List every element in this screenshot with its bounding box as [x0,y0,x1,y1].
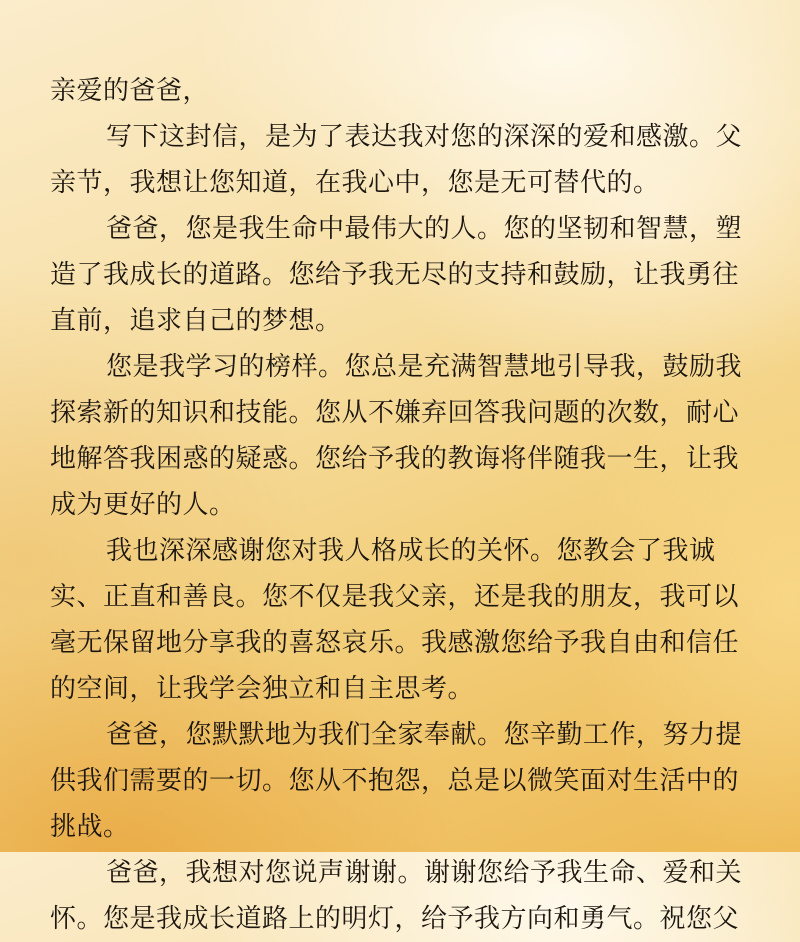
paragraph-6 [50,850,750,942]
paragraph-line: 毫无保留地分享我的喜怒哀乐。我感激您给予我自由和信任 [50,628,740,658]
paragraph-line: 的空间，让我学会独立和自主思考。 [50,674,475,704]
paragraph-line: 供我们需要的一切。您从不抱怨，总是以微笑面对生活中的 [50,766,740,796]
paragraph-line: 成为更好的人。 [50,490,236,520]
paragraph-line: 直前，追求自己的梦想。 [50,306,342,336]
paragraph-1 [50,114,750,206]
letter-body [50,68,750,942]
paragraph-line: 亲节，我想让您知道，在我心中，您是无可替代的。 [50,168,660,198]
paragraph-line: 您是我学习的榜样。您总是充满智慧地引导我，鼓励我 [106,352,743,382]
paragraph-line: 探索新的知识和技能。您从不嫌弃回答我问题的次数，耐心 [50,398,740,428]
letter-greeting: 亲爱的爸爸， [50,76,210,106]
paragraph-line: 爸爸，您是我生命中最伟大的人。您的坚韧和智慧，塑 [106,214,743,244]
paragraph-line: 造了我成长的道路。您给予我无尽的支持和鼓励，让我勇往 [50,260,740,290]
paragraph-line: 地解答我困惑的疑惑。您给予我的教诲将伴随我一生，让我 [50,444,740,474]
paragraph-line: 爸爸，我想对您说声谢谢。谢谢您给予我生命、爱和关 [106,858,743,888]
paragraph-line: 挑战。 [50,812,130,842]
paragraph-3 [50,344,750,528]
paragraph-4 [50,528,750,712]
paragraph-line: 怀。您是我成长道路上的明灯，给予我方向和勇气。祝您父 [50,904,740,934]
paragraph-2 [50,206,750,344]
paragraph-5 [50,712,750,850]
paragraph-line: 实、正直和善良。您不仅是我父亲，还是我的朋友，我可以 [50,582,740,612]
paragraph-line: 我也深深感谢您对我人格成长的关怀。您教会了我诚 [106,536,716,566]
paragraph-line: 爸爸，您默默地为我们全家奉献。您辛勤工作，努力提 [106,720,743,750]
paragraph-line: 写下这封信，是为了表达我对您的深深的爱和感激。父 [106,122,743,152]
